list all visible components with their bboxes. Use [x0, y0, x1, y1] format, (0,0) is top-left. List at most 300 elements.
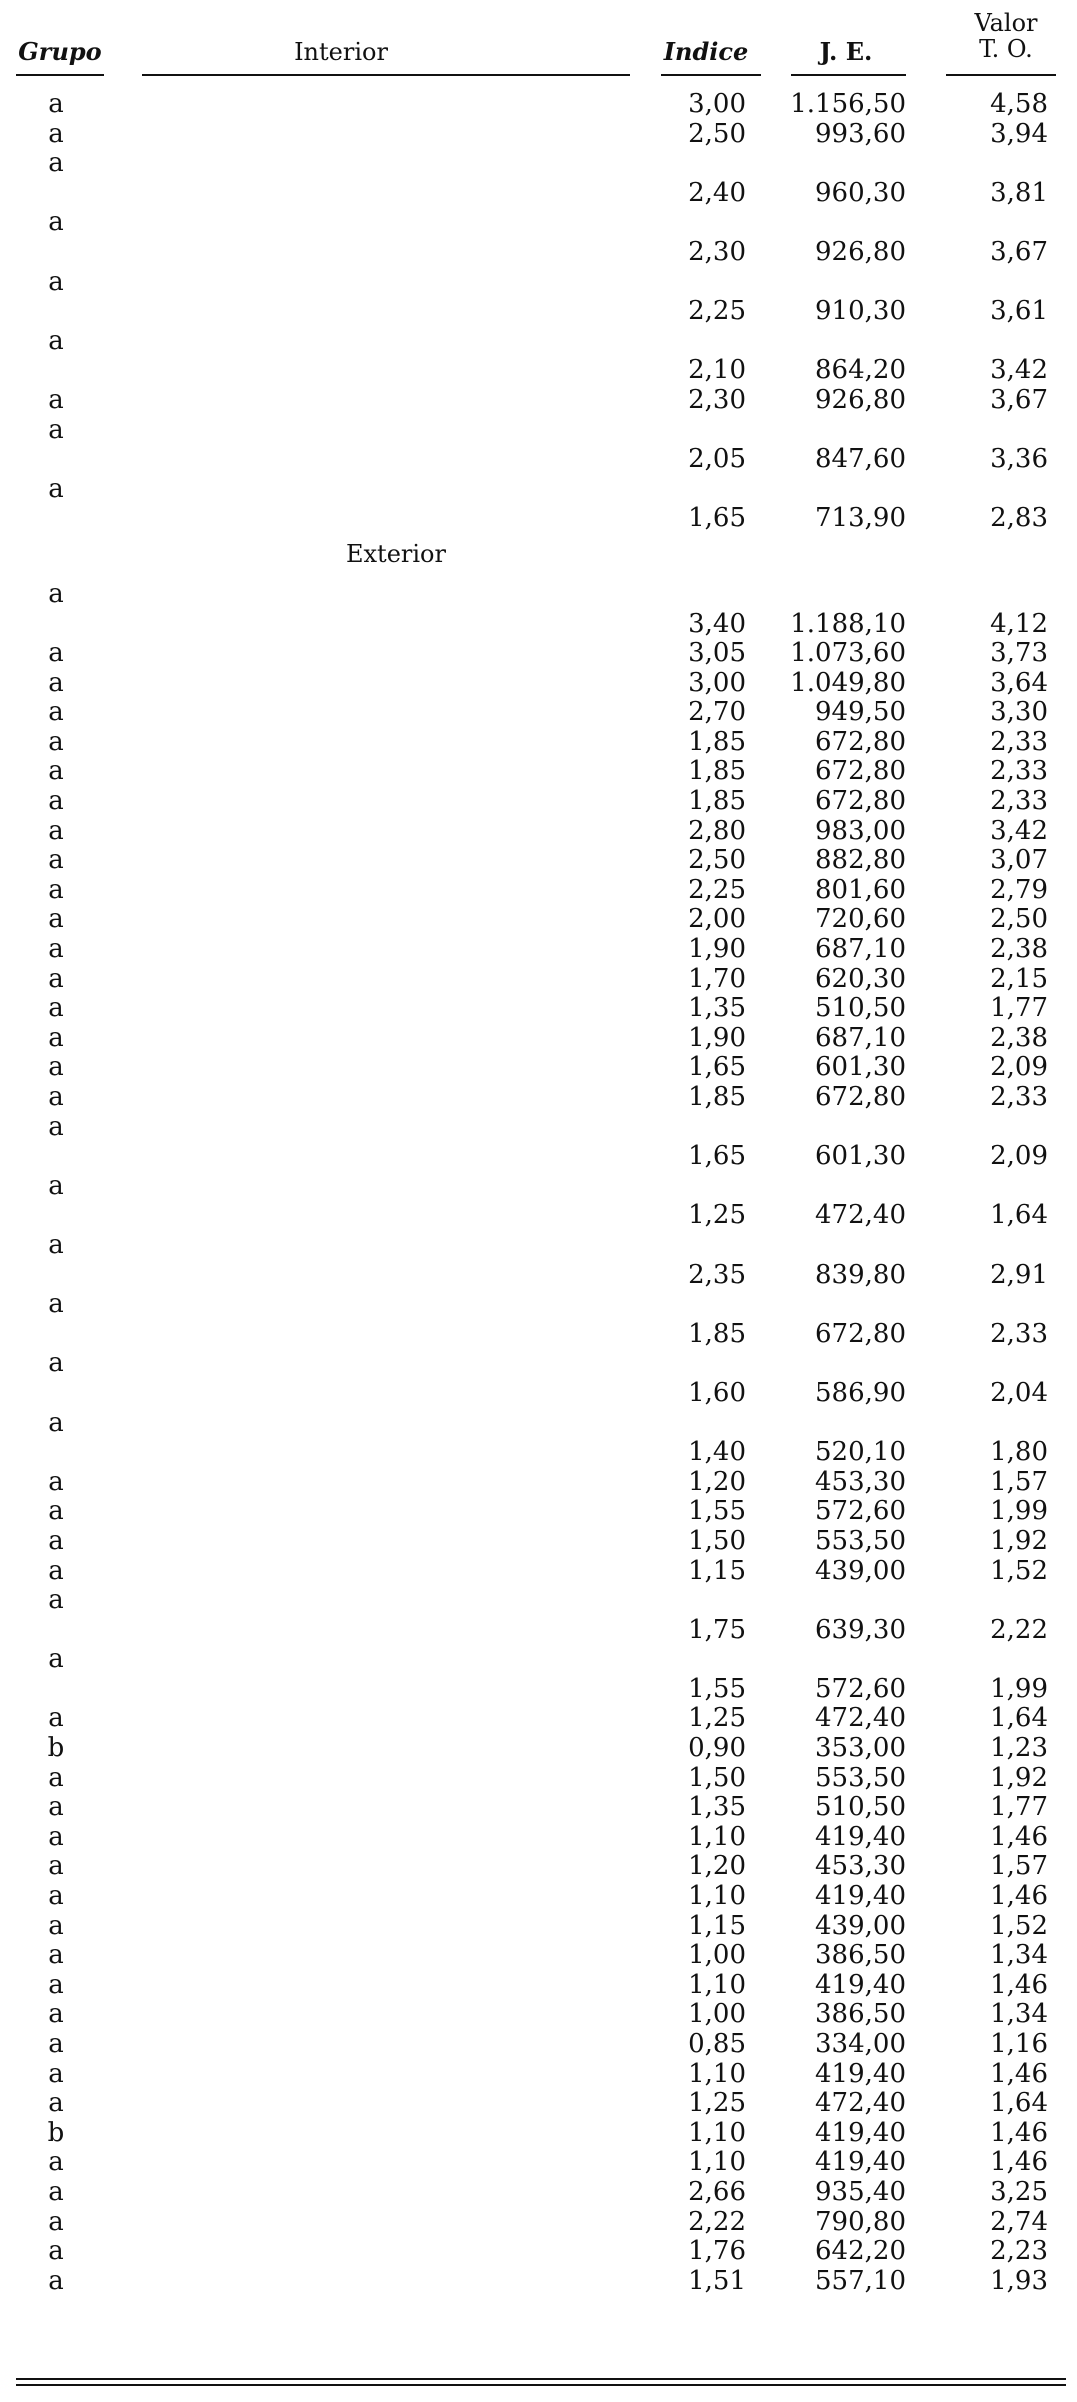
indice-cell: 1,85: [688, 786, 746, 817]
je-cell: 1.156,50: [790, 89, 906, 119]
grupo-cell: a: [48, 1052, 64, 1083]
valor-cell: 3,36: [990, 444, 1048, 475]
grupo-cell: a: [48, 1881, 64, 1912]
valor-cell: 1,92: [990, 1762, 1048, 1793]
valor-cell: 1,57: [990, 1851, 1048, 1882]
grupo-cell: a: [48, 815, 64, 846]
table-row: [16, 1024, 1066, 1054]
table-row: [16, 416, 1066, 475]
grupo-cell: a: [48, 1289, 64, 1320]
grupo-cell: a: [48, 2176, 64, 2207]
je-cell: 453,30: [815, 1466, 906, 1497]
valor-cell: 2,09: [990, 1141, 1048, 1172]
valor-cell: 3,25: [990, 2176, 1048, 2207]
indice-cell: 2,25: [688, 874, 746, 905]
je-cell: 839,80: [815, 1259, 906, 1290]
grupo-cell: a: [48, 2206, 64, 2237]
grupo-cell: a: [48, 1022, 64, 1053]
grupo-cell: a: [48, 1703, 64, 1734]
table-row: [16, 2208, 1066, 2238]
grupo-cell: a: [48, 2236, 64, 2267]
indice-cell: 2,25: [688, 296, 746, 327]
indice-cell: 1,75: [688, 1614, 746, 1645]
indice-cell: 2,35: [688, 1259, 746, 1290]
je-cell: 553,50: [815, 1525, 906, 1556]
grupo-cell: a: [48, 118, 64, 149]
je-cell: 472,40: [815, 2088, 906, 2119]
grupo-cell: a: [48, 473, 64, 504]
valor-cell: 2,33: [990, 1318, 1048, 1349]
indice-cell: 2,50: [688, 118, 746, 149]
table-row: [16, 1083, 1066, 1113]
valor-cell: 3,94: [990, 118, 1048, 149]
grupo-cell: a: [48, 1821, 64, 1852]
indice-cell: 1,25: [688, 1200, 746, 1231]
exterior-section: [16, 580, 1066, 2296]
table-row: [16, 1053, 1066, 1083]
table-row: [16, 1704, 1066, 1734]
valor-cell: 2,33: [990, 726, 1048, 757]
indice-cell: 1,90: [688, 1022, 746, 1053]
header-rule: [791, 74, 906, 76]
je-cell: 472,40: [815, 1200, 906, 1231]
table-row: [16, 2030, 1066, 2060]
table-row: [16, 1468, 1066, 1498]
indice-cell: 1,85: [688, 726, 746, 757]
je-cell: 687,10: [815, 934, 906, 965]
table-row: [16, 1586, 1066, 1645]
indice-cell: 1,50: [688, 1762, 746, 1793]
table-row: [16, 208, 1066, 267]
valor-cell: 3,67: [990, 384, 1048, 415]
valor-cell: 1,57: [990, 1466, 1048, 1497]
header-valor: [946, 10, 1066, 62]
valor-cell: 2,33: [990, 1082, 1048, 1112]
je-cell: 601,30: [815, 1141, 906, 1172]
indice-cell: 2,40: [688, 177, 746, 208]
je-cell: 960,30: [815, 177, 906, 208]
valor-cell: 2,74: [990, 2206, 1048, 2237]
indice-cell: 1,10: [688, 2117, 746, 2148]
valor-cell: 3,30: [990, 697, 1048, 728]
grupo-cell: a: [48, 1555, 64, 1586]
valor-cell: 1,46: [990, 2117, 1048, 2148]
bottom-rule: [16, 2378, 1066, 2380]
header-grupo: Grupo: [18, 37, 102, 66]
je-cell: 801,60: [815, 874, 906, 905]
grupo-cell: a: [48, 874, 64, 905]
indice-cell: 1,70: [688, 963, 746, 994]
je-cell: 419,40: [815, 1821, 906, 1852]
valor-cell: 1,46: [990, 1881, 1048, 1912]
indice-cell: 1,90: [688, 934, 746, 965]
interior-section: [16, 90, 1066, 534]
grupo-cell: a: [48, 1170, 64, 1201]
indice-cell: 1,40: [688, 1437, 746, 1468]
table-row: [16, 905, 1066, 935]
table-row: [16, 728, 1066, 758]
valor-cell: 2,38: [990, 934, 1048, 965]
indice-cell: 1,60: [688, 1377, 746, 1408]
table-row: [16, 1852, 1066, 1882]
je-cell: 926,80: [815, 384, 906, 415]
je-cell: 882,80: [815, 845, 906, 876]
valor-cell: 1,46: [990, 2147, 1048, 2178]
valor-cell: 2,91: [990, 1259, 1048, 1290]
valor-cell: 1,80: [990, 1437, 1048, 1468]
grupo-cell: a: [48, 2058, 64, 2089]
grupo-cell: a: [48, 1644, 64, 1675]
valor-cell: 1,64: [990, 2088, 1048, 2119]
grupo-cell: a: [48, 1466, 64, 1497]
valor-cell: 4,58: [990, 89, 1048, 119]
indice-cell: 2,30: [688, 384, 746, 415]
je-cell: 472,40: [815, 1703, 906, 1734]
table-row: [16, 1734, 1066, 1764]
je-cell: 1.049,80: [790, 667, 906, 698]
je-cell: 790,80: [815, 2206, 906, 2237]
table-row: [16, 757, 1066, 787]
table-row: [16, 1882, 1066, 1912]
indice-cell: 2,30: [688, 236, 746, 267]
je-cell: 847,60: [815, 444, 906, 475]
indice-cell: 1,00: [688, 1940, 746, 1971]
table-row: [16, 1113, 1066, 1172]
valor-cell: 3,42: [990, 355, 1048, 386]
header-rule: [946, 74, 1056, 76]
valor-cell: 1,64: [990, 1703, 1048, 1734]
je-cell: 639,30: [815, 1614, 906, 1645]
grupo-cell: a: [48, 904, 64, 935]
header-valor-line2: T. O.: [979, 35, 1033, 63]
indice-cell: 1,76: [688, 2236, 746, 2267]
table-header: [16, 0, 1066, 78]
grupo-cell: a: [48, 1851, 64, 1882]
indice-cell: 1,35: [688, 993, 746, 1024]
indice-cell: 1,55: [688, 1673, 746, 1704]
grupo-cell: a: [48, 1792, 64, 1823]
table-row: [16, 965, 1066, 995]
valor-cell: 1,64: [990, 1200, 1048, 1231]
grupo-cell: b: [47, 1733, 65, 1764]
table-row: [16, 639, 1066, 669]
grupo-cell: a: [48, 993, 64, 1024]
indice-cell: 0,90: [688, 1733, 746, 1764]
indice-cell: 1,10: [688, 1969, 746, 2000]
table-row: [16, 1645, 1066, 1704]
indice-cell: 2,22: [688, 2206, 746, 2237]
header-valor-line1: Valor: [974, 9, 1038, 37]
grupo-cell: a: [48, 638, 64, 669]
je-cell: 334,00: [815, 2029, 906, 2059]
indice-cell: 1,20: [688, 1851, 746, 1882]
table-row: [16, 327, 1066, 386]
table-row: [16, 1823, 1066, 1853]
grupo-cell: a: [48, 89, 64, 119]
je-cell: 935,40: [815, 2176, 906, 2207]
valor-cell: 2,33: [990, 756, 1048, 787]
table-row: [16, 386, 1066, 416]
subheader-exterior: Exterior: [346, 539, 446, 568]
header-indice: Indice: [663, 37, 749, 66]
je-cell: 1.073,60: [790, 638, 906, 669]
grupo-cell: b: [47, 2117, 65, 2148]
je-cell: 672,80: [815, 726, 906, 757]
table-row: [16, 1764, 1066, 1794]
grupo-cell: a: [48, 786, 64, 817]
valor-cell: 1,93: [990, 2265, 1048, 2296]
table-row: [16, 1290, 1066, 1349]
je-cell: 672,80: [815, 1082, 906, 1112]
grupo-cell: a: [48, 1407, 64, 1438]
je-cell: 453,30: [815, 1851, 906, 1882]
section-subheader: [16, 534, 1066, 580]
valor-cell: 2,83: [990, 503, 1048, 534]
indice-cell: 1,55: [688, 1496, 746, 1527]
grupo-cell: a: [48, 1348, 64, 1379]
je-cell: 419,40: [815, 2147, 906, 2178]
table-row: [16, 149, 1066, 208]
je-cell: 572,60: [815, 1673, 906, 1704]
je-cell: 439,00: [815, 1555, 906, 1586]
indice-cell: 1,10: [688, 2147, 746, 2178]
grupo-cell: a: [48, 1525, 64, 1556]
table-row: [16, 1912, 1066, 1942]
header-rule: [661, 74, 761, 76]
valor-cell: 1,92: [990, 1525, 1048, 1556]
table-row: [16, 1349, 1066, 1408]
grupo-cell: a: [48, 1762, 64, 1793]
je-cell: 993,60: [815, 118, 906, 149]
grupo-cell: a: [48, 148, 64, 179]
je-cell: 419,40: [815, 2058, 906, 2089]
indice-cell: 1,50: [688, 1525, 746, 1556]
je-cell: 419,40: [815, 1969, 906, 2000]
valor-cell: 2,79: [990, 874, 1048, 905]
je-cell: 926,80: [815, 236, 906, 267]
grupo-cell: a: [48, 1111, 64, 1142]
indice-cell: 1,85: [688, 1318, 746, 1349]
indice-cell: 1,35: [688, 1792, 746, 1823]
je-cell: 983,00: [815, 815, 906, 846]
grupo-cell: a: [48, 2029, 64, 2059]
valor-cell: 2,38: [990, 1022, 1048, 1053]
je-cell: 520,10: [815, 1437, 906, 1468]
valor-cell: 2,09: [990, 1052, 1048, 1083]
je-cell: 553,50: [815, 1762, 906, 1793]
valor-cell: 1,77: [990, 993, 1048, 1024]
valor-cell: 1,46: [990, 1969, 1048, 2000]
table-row: [16, 475, 1066, 534]
indice-cell: 1,10: [688, 1881, 746, 1912]
valor-cell: 1,16: [990, 2029, 1048, 2059]
je-cell: 672,80: [815, 756, 906, 787]
je-cell: 713,90: [815, 503, 906, 534]
indice-cell: 3,00: [688, 89, 746, 119]
indice-cell: 0,85: [688, 2029, 746, 2059]
indice-cell: 2,05: [688, 444, 746, 475]
indice-cell: 2,70: [688, 697, 746, 728]
table-row: [16, 2178, 1066, 2208]
table-row: [16, 90, 1066, 120]
grupo-cell: a: [48, 1940, 64, 1971]
grupo-cell: a: [48, 1999, 64, 2030]
grupo-cell: a: [48, 578, 64, 609]
indice-cell: 3,05: [688, 638, 746, 669]
table-row: [16, 2089, 1066, 2119]
je-cell: 864,20: [815, 355, 906, 386]
grupo-cell: a: [48, 1585, 64, 1616]
table-row: [16, 1557, 1066, 1587]
indice-cell: 1,20: [688, 1466, 746, 1497]
table-row: [16, 1971, 1066, 2001]
grupo-cell: a: [48, 697, 64, 728]
je-cell: 720,60: [815, 904, 906, 935]
valor-cell: 1,77: [990, 1792, 1048, 1823]
table-row: [16, 1172, 1066, 1231]
grupo-cell: a: [48, 207, 64, 238]
indice-cell: 1,85: [688, 756, 746, 787]
valor-cell: 2,15: [990, 963, 1048, 994]
je-cell: 642,20: [815, 2236, 906, 2267]
table-row: [16, 1941, 1066, 1971]
table-row: [16, 1793, 1066, 1823]
table-row: [16, 2237, 1066, 2267]
table-row: [16, 698, 1066, 728]
indice-cell: 1,65: [688, 1141, 746, 1172]
table-row: [16, 1231, 1066, 1290]
grupo-cell: a: [48, 1910, 64, 1941]
table-row: [16, 669, 1066, 699]
valor-cell: 2,04: [990, 1377, 1048, 1408]
table-row: [16, 268, 1066, 327]
indice-cell: 1,10: [688, 1821, 746, 1852]
grupo-cell: a: [48, 756, 64, 787]
table-row: [16, 846, 1066, 876]
table-row: [16, 817, 1066, 847]
valor-cell: 3,64: [990, 667, 1048, 698]
indice-cell: 3,00: [688, 667, 746, 698]
indice-cell: 2,50: [688, 845, 746, 876]
grupo-cell: a: [48, 325, 64, 356]
table-row: [16, 2119, 1066, 2149]
indice-cell: 2,10: [688, 355, 746, 386]
valor-cell: 1,23: [990, 1733, 1048, 1764]
grupo-cell: a: [48, 934, 64, 965]
bottom-rule: [16, 2384, 1066, 2386]
je-cell: 510,50: [815, 1792, 906, 1823]
grupo-cell: a: [48, 963, 64, 994]
indice-cell: 2,66: [688, 2176, 746, 2207]
valor-cell: 3,81: [990, 177, 1048, 208]
je-cell: 419,40: [815, 1881, 906, 1912]
indice-cell: 1,10: [688, 2058, 746, 2089]
valor-cell: 3,61: [990, 296, 1048, 327]
table-row: [16, 1527, 1066, 1557]
table-row: [16, 876, 1066, 906]
table-row: [16, 2267, 1066, 2297]
indice-cell: 1,65: [688, 503, 746, 534]
grupo-cell: a: [48, 726, 64, 757]
valor-cell: 3,07: [990, 845, 1048, 876]
je-cell: 949,50: [815, 697, 906, 728]
je-cell: 419,40: [815, 2117, 906, 2148]
indice-cell: 1,51: [688, 2265, 746, 2296]
grupo-cell: a: [48, 1229, 64, 1260]
indice-cell: 1,25: [688, 2088, 746, 2119]
valor-cell: 1,46: [990, 2058, 1048, 2089]
indice-cell: 1,25: [688, 1703, 746, 1734]
valor-cell: 2,33: [990, 786, 1048, 817]
je-cell: 672,80: [815, 786, 906, 817]
table-row: [16, 2000, 1066, 2030]
indice-cell: 1,15: [688, 1555, 746, 1586]
je-cell: 601,30: [815, 1052, 906, 1083]
valor-cell: 2,50: [990, 904, 1048, 935]
table-row: [16, 580, 1066, 639]
je-cell: 386,50: [815, 1999, 906, 2030]
header-rule: [16, 74, 104, 76]
valor-cell: 3,42: [990, 815, 1048, 846]
table-row: [16, 994, 1066, 1024]
valor-cell: 1,46: [990, 1821, 1048, 1852]
je-cell: 572,60: [815, 1496, 906, 1527]
valor-cell: 4,12: [990, 608, 1048, 639]
indice-cell: 2,00: [688, 904, 746, 935]
table-row: [16, 120, 1066, 150]
table-row: [16, 1409, 1066, 1468]
grupo-cell: a: [48, 1082, 64, 1112]
valor-cell: 1,52: [990, 1910, 1048, 1941]
indice-cell: 1,15: [688, 1910, 746, 1941]
grupo-cell: a: [48, 2265, 64, 2296]
valor-cell: 3,73: [990, 638, 1048, 669]
indice-cell: 1,65: [688, 1052, 746, 1083]
table-row: [16, 787, 1066, 817]
indice-cell: 3,40: [688, 608, 746, 639]
grupo-cell: a: [48, 845, 64, 876]
valor-cell: 1,52: [990, 1555, 1048, 1586]
valor-cell: 2,23: [990, 2236, 1048, 2267]
je-cell: 620,30: [815, 963, 906, 994]
grupo-cell: a: [48, 2088, 64, 2119]
table-row: [16, 2148, 1066, 2178]
je-cell: 1.188,10: [790, 608, 906, 639]
indice-cell: 1,00: [688, 1999, 746, 2030]
grupo-cell: a: [48, 2147, 64, 2178]
je-cell: 672,80: [815, 1318, 906, 1349]
je-cell: 687,10: [815, 1022, 906, 1053]
valor-cell: 1,99: [990, 1673, 1048, 1704]
header-interior: Interior: [294, 38, 388, 66]
je-cell: 353,00: [815, 1733, 906, 1764]
je-cell: 386,50: [815, 1940, 906, 1971]
grupo-cell: a: [48, 414, 64, 445]
grupo-cell: a: [48, 1969, 64, 2000]
grupo-cell: a: [48, 667, 64, 698]
je-cell: 557,10: [815, 2265, 906, 2296]
je-cell: 586,90: [815, 1377, 906, 1408]
indice-cell: 1,85: [688, 1082, 746, 1112]
table-row: [16, 935, 1066, 965]
document-page: [16, 0, 1066, 2296]
je-cell: 910,30: [815, 296, 906, 327]
valor-cell: 1,34: [990, 1999, 1048, 2030]
indice-cell: 2,80: [688, 815, 746, 846]
valor-cell: 1,34: [990, 1940, 1048, 1971]
table-row: [16, 1497, 1066, 1527]
grupo-cell: a: [48, 1496, 64, 1527]
